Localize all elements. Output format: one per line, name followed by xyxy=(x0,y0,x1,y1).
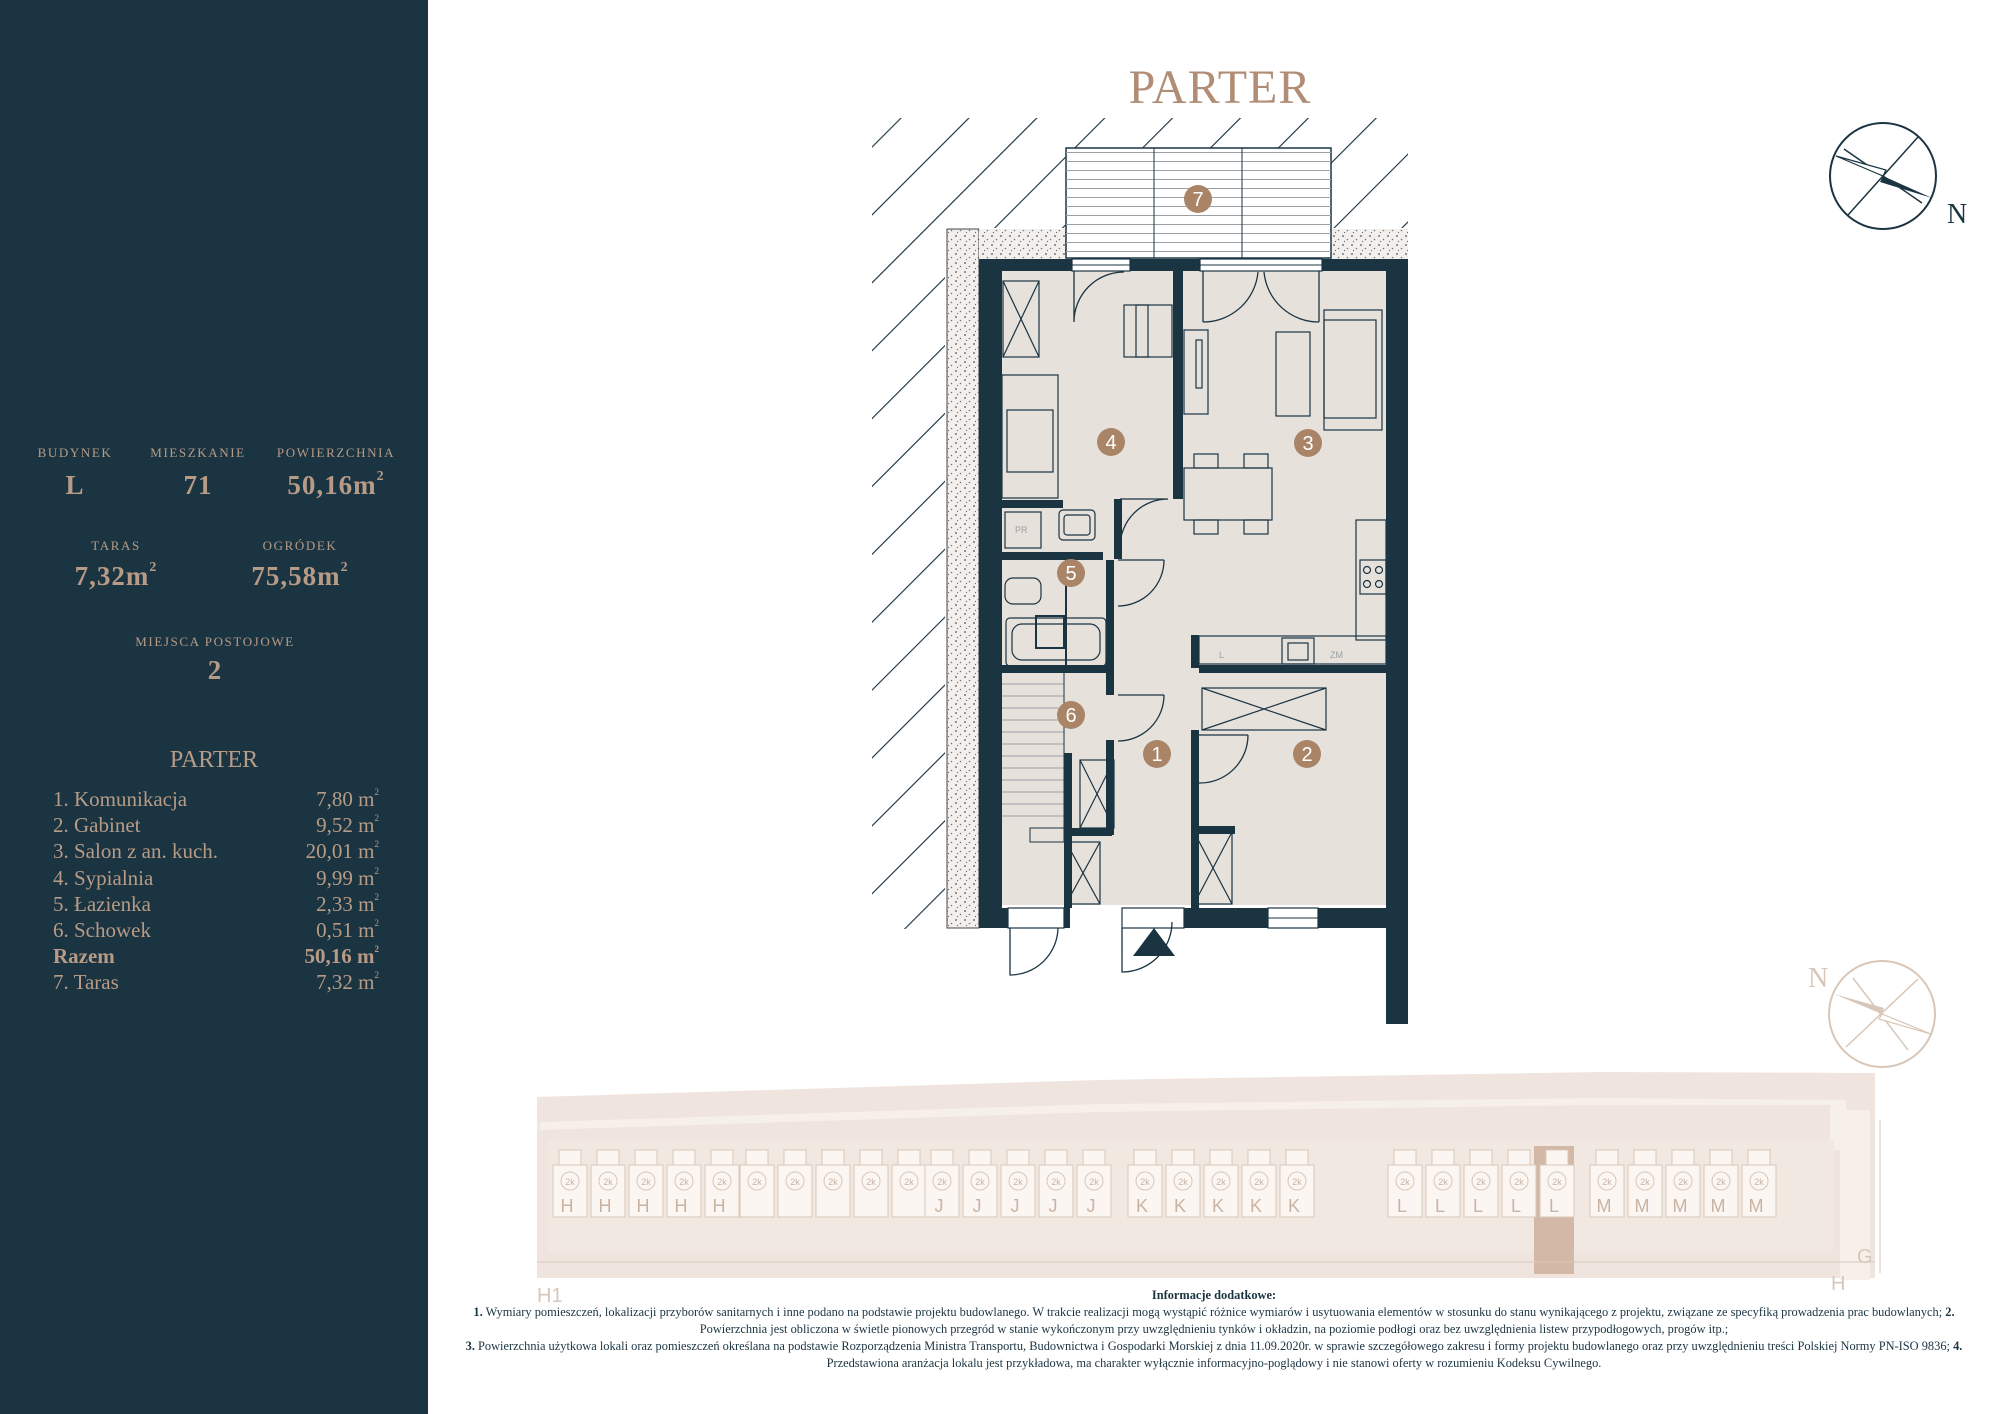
stair-landing xyxy=(1030,828,1064,842)
site-unit-tag: 2k xyxy=(679,1177,689,1187)
additional-info xyxy=(444,1287,1984,1372)
site-unit-tag: 2k xyxy=(828,1177,838,1187)
site-unit-tag: 2k xyxy=(1716,1177,1726,1187)
site-unit-tag: 2k xyxy=(1678,1177,1688,1187)
svg-text:1: 1 xyxy=(1151,744,1163,766)
site-unit-garage xyxy=(559,1150,581,1165)
room-row: 4. Sypialnia 9,99 $m^2$ xyxy=(53,866,379,890)
site-unit-tag: 2k xyxy=(603,1177,613,1187)
site-unit-garage xyxy=(1634,1150,1656,1165)
site-group-letter: J xyxy=(1048,1196,1058,1216)
rooms-section-title: PARTER xyxy=(169,747,259,773)
site-unit-tag: 2k xyxy=(1754,1177,1764,1187)
site-unit xyxy=(854,1165,888,1217)
room-row: 7. Taras 7,32 $m^2$ xyxy=(53,970,379,994)
site-unit-tag: 2k xyxy=(790,1177,800,1187)
site-compass-letter: N xyxy=(1808,963,1829,994)
site-label-h1: H1 xyxy=(537,1285,563,1307)
site-unit-tag: 2k xyxy=(1140,1177,1150,1187)
room-marker-1 xyxy=(1143,740,1171,768)
compass-icon xyxy=(1830,123,1967,230)
site-unit-garage xyxy=(1596,1150,1618,1165)
svg-text:3: 3 xyxy=(1302,433,1314,455)
svg-text:6: 6 xyxy=(1065,705,1077,727)
site-unit-tag: 2k xyxy=(641,1177,651,1187)
site-group-letter: J xyxy=(1010,1196,1020,1216)
room-marker-6 xyxy=(1057,701,1085,729)
site-unit-tag: 2k xyxy=(1013,1177,1023,1187)
site-unit-garage xyxy=(1748,1150,1770,1165)
site-compass-icon xyxy=(1808,961,1935,1067)
parking-label: MIEJSCA POSTOJOWE xyxy=(135,634,295,649)
gravel-strip xyxy=(947,229,979,928)
site-label-h: H xyxy=(1831,1273,1846,1295)
site-unit-garage xyxy=(1546,1150,1568,1165)
washer-label: PR xyxy=(1015,525,1028,535)
site-unit xyxy=(778,1165,812,1217)
site-unit-tag: 2k xyxy=(717,1177,727,1187)
apartment-value: 71 xyxy=(183,470,213,500)
site-unit-garage xyxy=(1286,1150,1308,1165)
site-unit-tag: 2k xyxy=(1254,1177,1264,1187)
floor-plan-title: PARTER xyxy=(1128,61,1312,114)
fridge-label: L xyxy=(1219,650,1225,660)
info-heading: Informacje dodatkowe: xyxy=(1151,1288,1277,1302)
svg-text:7: 7 xyxy=(1192,189,1204,211)
site-unit-tag: 2k xyxy=(1640,1177,1650,1187)
room-marker-4 xyxy=(1097,428,1125,456)
site-group-letter: L xyxy=(1510,1196,1522,1216)
site-group-letter: J xyxy=(934,1196,944,1216)
garden-label: OGRÓDEK xyxy=(262,538,338,553)
site-unit-garage xyxy=(1394,1150,1416,1165)
site-unit xyxy=(816,1165,850,1217)
site-group-letter: H xyxy=(712,1196,726,1216)
site-group-letter: H xyxy=(674,1196,688,1216)
site-group-letter: H xyxy=(636,1196,650,1216)
site-unit-garage xyxy=(1172,1150,1194,1165)
site-group-letter: J xyxy=(972,1196,982,1216)
site-unit-garage xyxy=(1672,1150,1694,1165)
room-marker-3 xyxy=(1294,429,1322,457)
site-group-letter: M xyxy=(1748,1196,1764,1216)
room-row: 3. Salon z an. kuch. 20,01 $m^2$ xyxy=(53,839,379,863)
site-group-letter: K xyxy=(1173,1196,1187,1216)
site-unit-tag: 2k xyxy=(1400,1177,1410,1187)
site-unit-tag: 2k xyxy=(904,1177,914,1187)
site-unit-tag: 2k xyxy=(1216,1177,1226,1187)
site-unit-garage xyxy=(1083,1150,1105,1165)
site-group-letter: K xyxy=(1211,1196,1225,1216)
site-unit-tag: 2k xyxy=(1089,1177,1099,1187)
room-row: 5. Łazienka 2,33 $m^2$ xyxy=(53,892,379,916)
area-value: $50,16m^2$ xyxy=(287,469,385,500)
svg-text:5: 5 xyxy=(1065,563,1077,585)
site-group-letter: H xyxy=(598,1196,612,1216)
room-row: 1. Komunikacja 7,80 $m^2$ xyxy=(53,787,379,811)
site-group-letter: L xyxy=(1434,1196,1446,1216)
apartment-label: MIESZKANIE xyxy=(150,445,246,460)
room-marker-5 xyxy=(1057,559,1085,587)
site-unit-garage xyxy=(1210,1150,1232,1165)
site-unit-tag: 2k xyxy=(1514,1177,1524,1187)
site-group-letter: M xyxy=(1634,1196,1650,1216)
site-unit-garage xyxy=(1248,1150,1270,1165)
site-unit-garage xyxy=(1007,1150,1029,1165)
site-unit-garage xyxy=(1710,1150,1732,1165)
site-unit-garage xyxy=(673,1150,695,1165)
site-unit-garage xyxy=(969,1150,991,1165)
room-row: 2. Gabinet 9,52 $m^2$ xyxy=(53,813,379,837)
parking-value: 2 xyxy=(207,655,223,685)
site-unit-tag: 2k xyxy=(1051,1177,1061,1187)
site-unit-garage xyxy=(635,1150,657,1165)
site-unit-garage xyxy=(1470,1150,1492,1165)
site-group-letter: M xyxy=(1596,1196,1612,1216)
site-unit xyxy=(740,1165,774,1217)
site-unit-garage xyxy=(1432,1150,1454,1165)
site-unit xyxy=(892,1165,926,1217)
site-label-g: G xyxy=(1857,1246,1873,1268)
terrace-value: $7,32m^2$ xyxy=(74,560,158,591)
area-label: POWIERZCHNIA xyxy=(276,445,396,460)
site-group-letter: K xyxy=(1135,1196,1149,1216)
site-unit-tag: 2k xyxy=(1476,1177,1486,1187)
site-unit-tag: 2k xyxy=(1178,1177,1188,1187)
terrace-label: TARAS xyxy=(91,538,141,553)
site-unit-garage xyxy=(597,1150,619,1165)
site-unit-tag: 2k xyxy=(1552,1177,1562,1187)
info-text: 1. Wymiary pomieszczeń, lokalizacji przyborów sanitarnych i inne podano na podstawie projektu budowlanego. W trakcie realizacji mogą wystąpić różnice wymiarów i usytuowania elementów w stosunku do stanu wynikającego z projektu, związane ze specyfiką prowadzenia prac budowlanych; 2. Powierzchnia jest obliczona w świetle pionowych przegród w stanie wykończonym przy uwzględnieniu tynków i okładzin, na poziomie podłogi oraz bez uwzględnienia listew przypodłogowych, progów itp.; 3. Powierzchnia użytkowa lokali oraz pomieszczeń określana na podstawie Rozporządzenia Ministra Transportu, Budownictwa i Gospodarki Morskiej z dnia 11.09.2020r. w sprawie szczegółowego zakresu i formy projektu budowlanego oraz przy uwzględnieniu treści Polskiej Normy PN-ISO 9836; 4. Przedstawiona aranżacja lokalu jest przykładowa, ma charakter wyłącznie informacyjno-poglądowy i nie stanowi oferty w rozumieniu Kodeksu Cywilnego. xyxy=(465,1305,1963,1370)
site-group-letter: J xyxy=(1086,1196,1096,1216)
site-group-letter: L xyxy=(1548,1196,1560,1216)
site-unit-tag: 2k xyxy=(975,1177,985,1187)
site-unit-garage xyxy=(931,1150,953,1165)
site-group-letter: M xyxy=(1672,1196,1688,1216)
site-unit-tag: 2k xyxy=(866,1177,876,1187)
site-unit-tag: 2k xyxy=(752,1177,762,1187)
svg-text:2: 2 xyxy=(1301,744,1313,766)
site-unit-tag: 2k xyxy=(1438,1177,1448,1187)
site-group-letter: L xyxy=(1396,1196,1408,1216)
site-unit-garage xyxy=(822,1150,844,1165)
site-group-letter: K xyxy=(1287,1196,1301,1216)
svg-text:4: 4 xyxy=(1105,432,1117,454)
site-unit-garage xyxy=(898,1150,920,1165)
site-unit-garage xyxy=(784,1150,806,1165)
site-unit-garage xyxy=(746,1150,768,1165)
site-unit-tag: 2k xyxy=(1292,1177,1302,1187)
site-unit-garage xyxy=(1134,1150,1156,1165)
site-unit-tag: 2k xyxy=(565,1177,575,1187)
site-unit-tag: 2k xyxy=(937,1177,947,1187)
building-label: BUDYNEK xyxy=(37,445,113,460)
site-group-letter: K xyxy=(1249,1196,1263,1216)
site-unit-tag: 2k xyxy=(1602,1177,1612,1187)
site-group-letter: H xyxy=(560,1196,574,1216)
site-group-letter: M xyxy=(1710,1196,1726,1216)
site-unit-garage xyxy=(1508,1150,1530,1165)
site-unit-garage xyxy=(1045,1150,1067,1165)
garden-value: $75,58m^2$ xyxy=(251,560,349,591)
site-unit-garage xyxy=(711,1150,733,1165)
total-row: Razem 50,16 $m^2$ xyxy=(53,944,379,968)
building-value: L xyxy=(65,470,85,500)
room-marker-7 xyxy=(1184,185,1212,213)
site-group-letter: L xyxy=(1472,1196,1484,1216)
room-marker-2 xyxy=(1293,740,1321,768)
dishwasher-label: ZM xyxy=(1330,650,1343,660)
compass-north-letter: N xyxy=(1947,199,1968,230)
room-row: 6. Schowek 0,51 $m^2$ xyxy=(53,918,379,942)
site-unit-garage xyxy=(860,1150,882,1165)
